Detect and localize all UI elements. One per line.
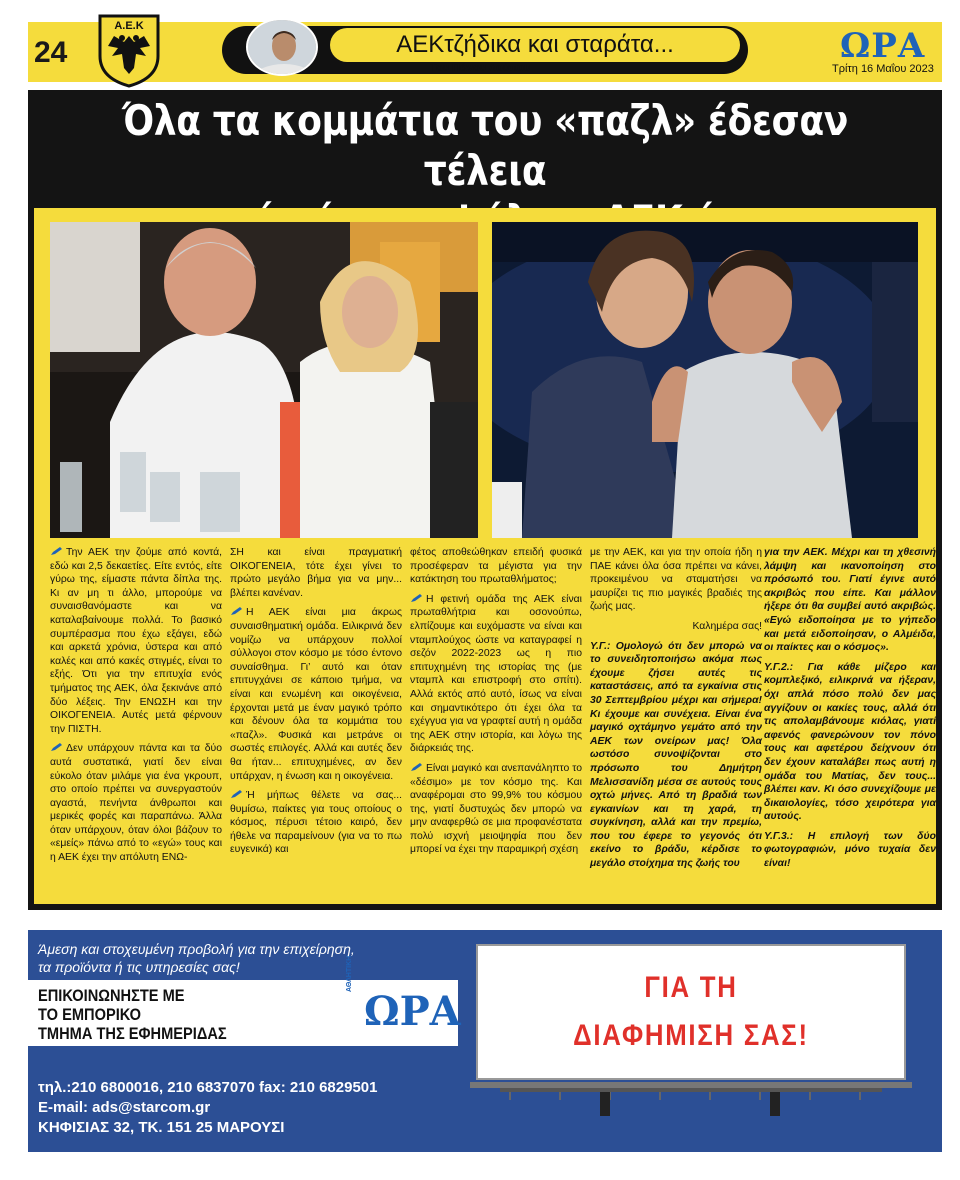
ad-tagline-line2: τα προϊόντα ή τις υπηρεσίες σας!: [38, 959, 240, 975]
article-photo-right: [492, 222, 918, 538]
ad-phone: τηλ.:210 6800016, 210 6837070 fax: 210 6829501: [38, 1079, 378, 1096]
pen-icon: [50, 546, 63, 556]
paragraph: ΣΗ και είναι πραγματική ΟΙΚΟΓΕΝΕΙΑ, τότε έχει γίνει το πρώτο μεγάλο βήμα για να μην... βλέπει κανέναν.: [230, 547, 402, 599]
paragraph: Ή μήπως θέλετε να σας... θυμίσω, παίκτες για τους οποίους ο κόσμος, πέρυσι τέτοιο καιρό, δεν ήθελε να παραμείνουν (για να το πω ευγενικά) και: [230, 790, 402, 856]
column-title: AEKτζήδικα και σταράτα...: [330, 28, 740, 62]
ad-logo: ΩΡΑ: [364, 988, 461, 1035]
ad-logo-tag: ΑΘΛΗΤΙΚΗ: [346, 955, 353, 992]
aek-crest-icon: [96, 12, 162, 88]
ad-contact-text: [38, 986, 227, 1043]
paragraph: Την ΑΕΚ την ζούμε από κοντά, εδώ και 2,5 δεκαετίες. Είτε εντός, είτε γύρω της, είμαστε πάντα δίπλα της. Κι αν μη τι άλλο, μπορούμε να συναισθανόμαστε και να καταλαβαίνουμε πολλά. Το βασικό συμπέρασμα που έχω εξάγει, εδώ και αρκετά χρόνια, ύστερα και από καλές και από κακές στιγμές, είναι το εξής. Ότι για την επιτυχία ενός τμήματος της ΑΕΚ, όλα ξεκινάνε από δύο λέξεις. Την ΕΝΩΣΗ και την ΟΙΚΟΓΕΝΕΙΑ. Αυτές μετά φέρνουν την ΠΙΣΤΗ.: [50, 547, 222, 735]
pen-icon: [410, 762, 423, 772]
ad-email: E-mail: ads@starcom.gr: [38, 1099, 211, 1116]
article-photo-left: [50, 222, 478, 538]
paragraph: φέτος αποθεώθηκαν επειδή φυσικά προσέφεραν τα μέγιστα για την κατάκτηση του πρωταθλήματος;: [410, 547, 582, 586]
newspaper-logo: ΩΡΑ: [840, 26, 926, 66]
ad-tagline: [38, 940, 355, 976]
pen-icon: [230, 606, 243, 616]
billboard-line1: ΓΙΑ ΤΗ: [644, 971, 738, 1004]
column-author: Του Πάνου Λούπου: [430, 62, 531, 74]
article-column-1: [50, 546, 222, 898]
issue-date: Τρίτη 16 Μαΐου 2023: [832, 63, 934, 75]
ad-contact-line1: ΕΠΙΚΟΙΝΩΝΗΣΤΕ ΜΕ: [38, 986, 185, 1005]
ad-contact-line2: ΤΟ ΕΜΠΟΡΙΚΟ: [38, 1005, 142, 1024]
billboard-line2: ΔΙΑΦΗΜΙΣΗ ΣΑΣ!: [573, 1019, 809, 1052]
postscript-2: Υ.Γ.2.: Για κάθε μίζερο και κομπλεξικό, ειλικρινά να ήξεραν, όχι απλά πόσο πολύ δεν μας αγγίζουν οι κακίες τους, αλλά ότι τις απολαμβάνουμε κιόλας, γιατί αφενός φανερώνουν τον πόνο τους και αφετέρου δείχνουν ότι δεν έχουν καταλάβει πως αυτή η ομάδα του Ματίας, δεν τους... βλέπει καν. Κι όσο συνεχίζουμε με δικαιολογίες, τόσο χειρότερα για αυτούς.: [764, 661, 936, 823]
paragraph: με την ΑΕΚ, και για την οποία ήδη η ΠΑΕ κάνει όλα όσα πρέπει να κάνει, προκειμένου να σταματήσει να μαυρίζει τις πιο μαγικές βραδιές της ζωής μας.: [590, 547, 762, 613]
article-column-2: [230, 546, 402, 898]
pen-icon: [50, 742, 63, 752]
postscript: Υ.Γ.: Ομολογώ ότι δεν μπορώ να το συνειδητοποιήσω ακόμα πως έχουμε ζήσει αυτές τις καταστάσεις, από τα εγκαίνια στις 30 Σεπτεμβρίου μέχρι και σήμερα! Κι έχουμε και συνέχεια. Είναι ένα μαγικό οχτάμηνο γεμάτο από την ΑΕΚ των ονείρων μας! Όλα ωστόσο συνοψίζονται στο πρόσωπο του Δημήτρη Μελισσανίδη μέσα σε αυτούς τους οχτώ μήνες. Από τη βραδιά των εγκαινίων και τη χαρά, τη συγκίνηση, αλλά και την πρεμίω, που του έφερε το γεγονός ότι εκείνο το βράδυ, κέρδισε το μεγάλο στοίχημα της ζωής του: [590, 640, 762, 870]
article-column-3: [410, 546, 582, 898]
billboard-text: [506, 964, 876, 1060]
headline-line1: Όλα τα κομμάτια του «παζλ» έδεσαν τέλεια: [122, 96, 848, 195]
paragraph: Η ΑΕΚ είναι μια άκρως συναισθηματική ομάδα. Ειλικρινά δεν νομίζω να υπάρχουν πολλοί σύλλογοι στον κόσμο με τόσο έντονο συναίσθημα. Γι’ αυτό και όταν επιτυγχάνει σε κάποιο τμήμα, να είναι και ενωμένη και οικογένεια, έρχονται μετά με έναν μαγικό τρόπο και δένουν όλα τα κομμάτια του «παζλ». Φυσικά και μετράνε οι σωστές επιλογές. Αλλά και αυτές δεν θα ήταν... επιτυχημένες, αν δεν υπάρχαν, η ένωση και η οικογένεια.: [230, 607, 402, 782]
ad-contact-details: [38, 1078, 377, 1138]
article-column-5: [764, 546, 936, 898]
paragraph: Η φετινή ομάδα της ΑΕΚ είναι πρωταθλήτρια και οσονούπω, ελπίζουμε και ευχόμαστε να είναι και νταμπλούχος ώστε να καταγραφεί η σεζόν 2022-2023 ως η πιο επιτυχημένη της ιστορίας της (με νταμπλ και επιστροφή στο σπίτι). Αλλά εκτός από αυτό, ίσως να είναι και σημαντικότερο ότι έχει όλα τα εχέγγυα για να γραφτεί αυτή η ομάδα της ΑΕΚ στην ιστορία, και λόγω της διάρκειάς της.: [410, 593, 582, 755]
article-column-4: [590, 546, 762, 898]
ad-tagline-line1: Άμεση και στοχευμένη προβολή για την επιχείρηση,: [38, 941, 355, 957]
paragraph: Είναι μαγικό και ανεπανάληπτο το «δέσιμο» με τον κόσμο της. Και αναφέρομαι στο 99,9% του κόσμου της, γιατί δυστυχώς δεν μπορώ να μην αναφερθώ σε μια προφανέστατα πολύ ισχνή μειοψηφία που δεν μπορεί να έχει την παραμικρή σχέση: [410, 762, 582, 856]
paragraph: Δεν υπάρχουν πάντα και τα δύο αυτά συστατικά, γιατί δεν είναι εύκολο όταν μιλάμε για ένα γκρουπ, στο οποίο πρέπει να συνεργαστούν αγαστά, πενήντα άνθρωποι και μερικές φορές και παραπάνω. Άλλα όταν υπάρχουν, όταν όλοι βάζουν το «εμείς» πάνω από το «εγώ» τους και η ΑΕΚ έχει την απόλυτη ΕΝΩ-: [50, 743, 222, 864]
postscript: για την ΑΕΚ. Μέχρι και τη χθεσινή λάμψη και ικανοποίηση στο πρόσωπό του. Γιατί έγινε αυτό ακριβώς που είπε. Και μάλλον ήξερε ότι θα συμβεί αυτό ακριβώς. «Εγώ ειδοποίησα με το γήπεδο και μετά ειδοποίησαν, ο Αλμέιδα, οι παίκτες και ο κόσμος».: [764, 547, 936, 654]
pen-icon: [410, 593, 423, 603]
ad-contact-line3: ΤΜΗΜΑ ΤΗΣ ΕΦΗΜΕΡΙΔΑΣ: [38, 1024, 227, 1043]
pen-icon: [230, 789, 243, 799]
postscript-3: Υ.Γ.3.: Η επιλογή των δύο φωτογραφιών, μόνο τυχαία δεν είναι!: [764, 830, 936, 870]
page-number: 24: [34, 36, 68, 69]
billboard-stand: [470, 1082, 912, 1116]
ad-address: ΚΗΦΙΣΙΑΣ 32, ΤΚ. 151 25 ΜΑΡΟΥΣΙ: [38, 1119, 285, 1136]
svg-text:Α.Ε.Κ: Α.Ε.Κ: [114, 20, 144, 32]
author-avatar: [246, 18, 318, 76]
sign-off: Καλημέρα σας!: [692, 620, 762, 632]
